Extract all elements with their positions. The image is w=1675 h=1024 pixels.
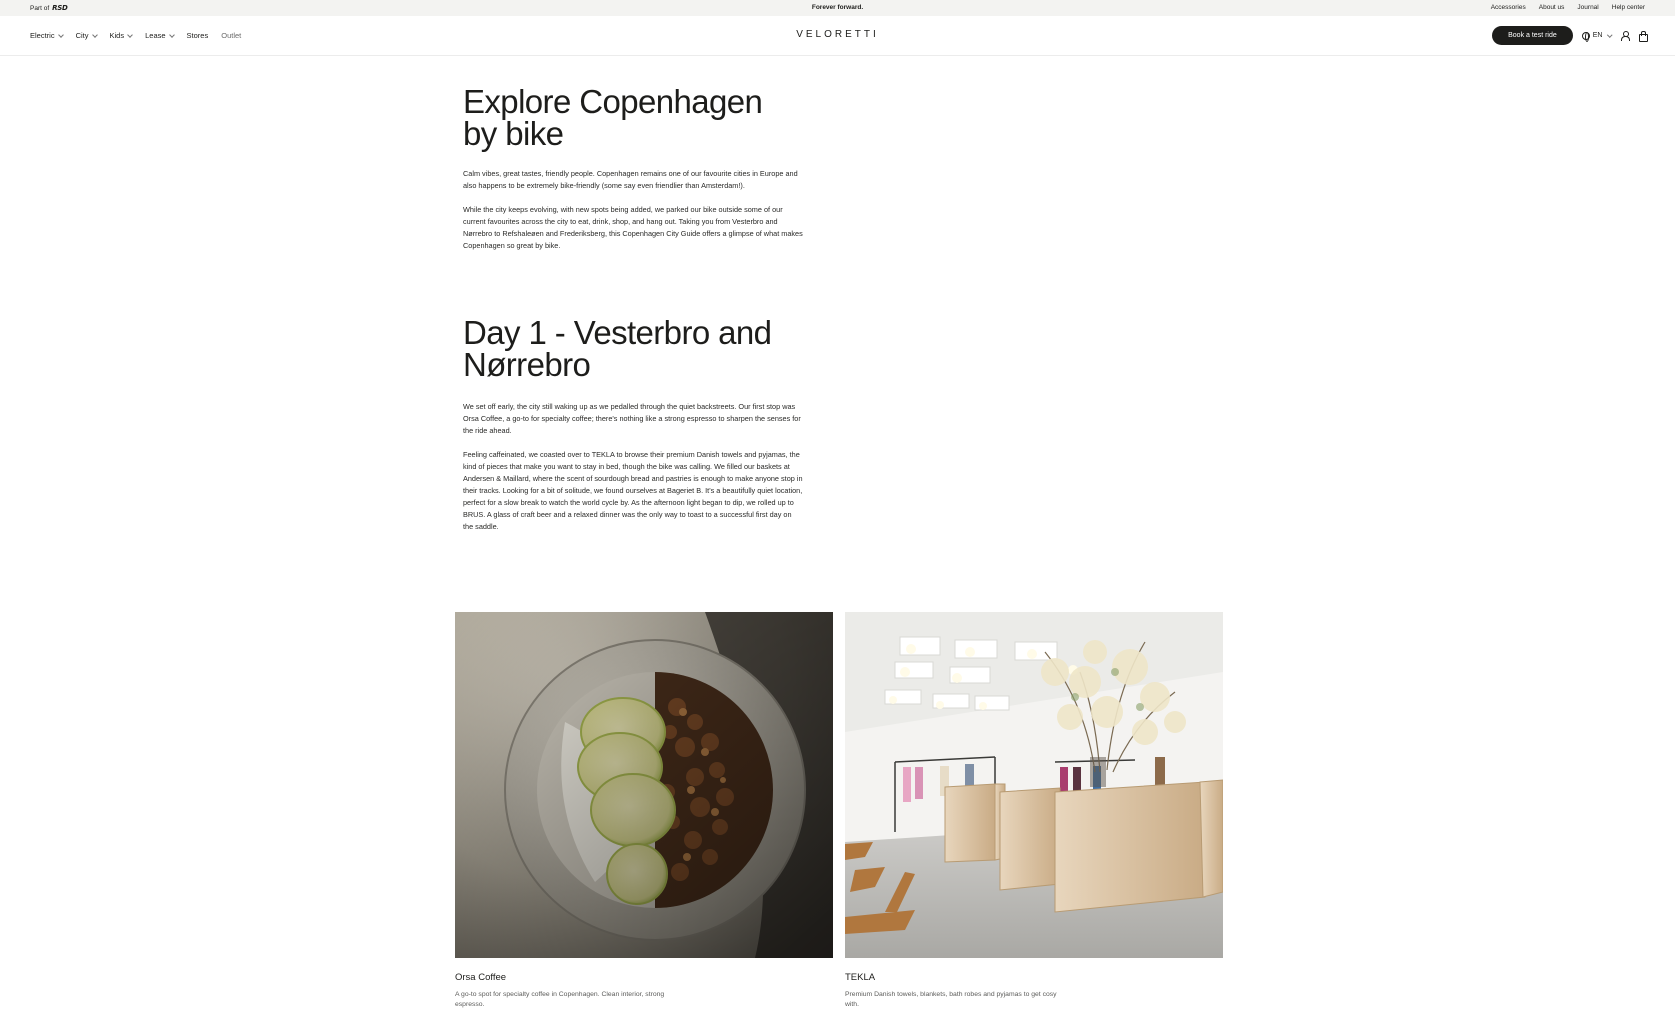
tekla-store-photo xyxy=(845,612,1223,958)
language-label: EN xyxy=(1592,32,1603,39)
section-paragraph: Feeling caffeinated, we coasted over to TEKLA to browse their premium Danish towels and pyjamas, the kind of pieces that make you want to stay in bed, though the bike was calling. We filled our baskets at Andersen & Maillard, where the scent of sourdough bread and pastries is enough to make anyone stop in their tracks. Looking for a bit of solitude, we found ourselves at Bageriet B. It's a beautifully quiet location, perfect for a slow break to watch the world cycle by. As the afternoon light began to dip, we rolled up to BRUS. A glass of craft beer and a relaxed dinner was the only way to toast to a successful first day on the saddle. xyxy=(463,450,803,531)
card-description: A go-to spot for specialty coffee in Copenhagen. Clean interior, strong espresso. xyxy=(455,991,665,1008)
orsa-coffee-photo xyxy=(455,612,833,958)
globe-icon xyxy=(1582,32,1590,40)
book-test-ride-button[interactable]: Book a test ride xyxy=(1492,26,1573,45)
section-heading: Day 1 - Vesterbro and Nørrebro xyxy=(463,314,772,383)
rsd-logo: RSD xyxy=(52,4,68,12)
bag-icon[interactable] xyxy=(1638,31,1647,40)
link-accessories[interactable]: Accessories xyxy=(1490,4,1526,11)
link-help-center[interactable]: Help center xyxy=(1611,4,1645,11)
nav-label: Lease xyxy=(145,31,166,40)
card-description: Premium Danish towels, blankets, bath robes and pyjamas to get cosy with. xyxy=(845,991,1057,1008)
card-title: TEKLA xyxy=(845,972,876,983)
article xyxy=(463,83,803,531)
nav-label: City xyxy=(75,31,89,40)
link-journal[interactable]: Journal xyxy=(1577,4,1599,11)
brand-logo[interactable]: VELORETTI xyxy=(796,29,879,40)
page-title: Explore Copenhagen by bike xyxy=(463,83,763,152)
tagline: Forever forward. xyxy=(811,4,864,11)
intro-paragraph: Calm vibes, great tastes, friendly people. Copenhagen remains one of our favourite cities in Europe and also happens to be extremely bike-friendly (some say even friendlier than Amsterdam!). xyxy=(463,169,798,190)
chevron-down-icon xyxy=(1607,32,1612,37)
language-selector[interactable] xyxy=(1582,32,1611,40)
nav-label: Electric xyxy=(30,31,55,40)
site-header xyxy=(0,16,1675,56)
nav-label: Stores xyxy=(186,31,209,40)
header-actions xyxy=(1492,26,1647,45)
part-of-label: Part of xyxy=(30,4,50,12)
card-title: Orsa Coffee xyxy=(455,972,507,983)
place-card[interactable] xyxy=(845,612,1223,1010)
user-icon[interactable] xyxy=(1620,31,1629,40)
nav-label: Kids xyxy=(109,31,125,40)
announcement-bar xyxy=(0,0,1675,16)
section-paragraph: We set off early, the city still waking up as we pedalled through the quiet backstreets. Our first stop was Orsa Coffee, a go-to for specialty coffee; there's nothing like a strong espresso to sharpen the senses for the ride ahead. xyxy=(463,402,801,435)
utility-links xyxy=(1491,4,1645,11)
link-about-us[interactable]: About us xyxy=(1538,4,1565,11)
nav-label: Outlet xyxy=(221,31,242,40)
intro-paragraph: While the city keeps evolving, with new spots being added, we parked our bike outside some of our current favourites across the city to eat, drink, shop, and hang out. Taking you from Vesterbro and Nørrebro to Refshaleøen and Frederiksberg, this Copenhagen City Guide offers a glimpse of what makes Copenhagen so great by bike. xyxy=(463,205,803,250)
place-card[interactable] xyxy=(455,612,833,1010)
